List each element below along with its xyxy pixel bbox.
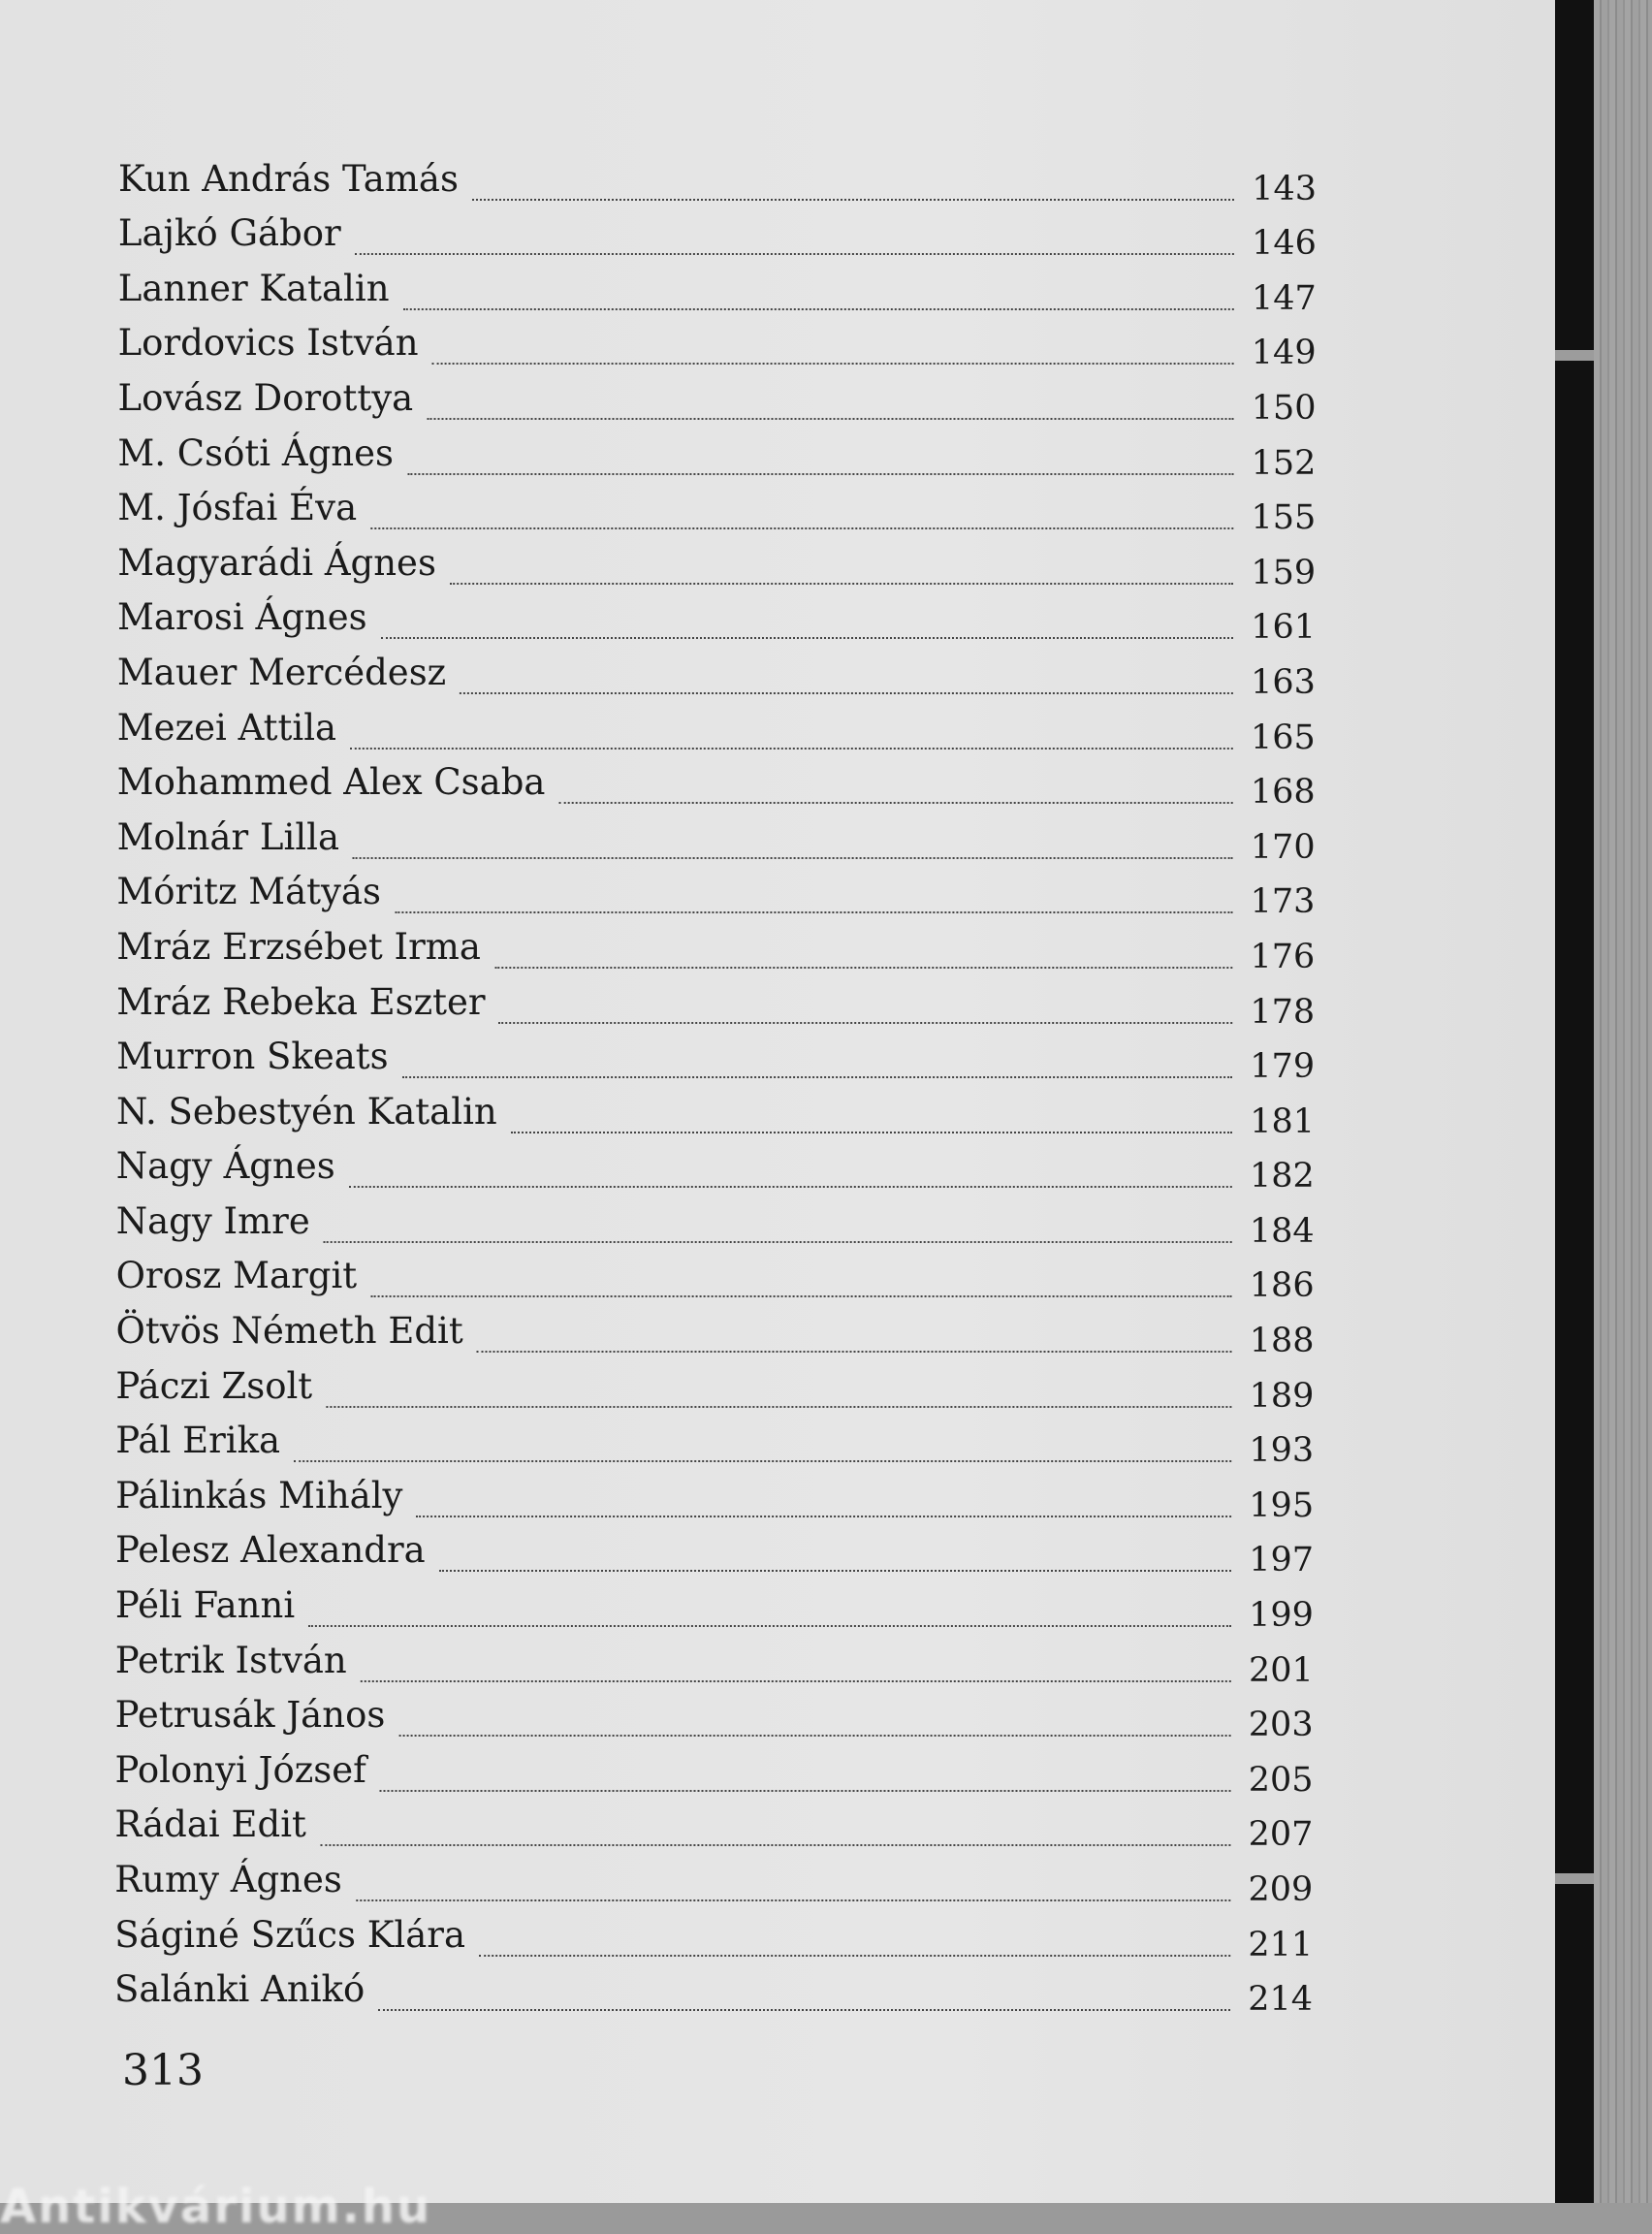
toc-entry [116, 1020, 1316, 1087]
entry-page: 203 [1248, 1706, 1314, 1745]
entry-name: Nagy Imre [115, 1199, 310, 1242]
entry-name: Ságiné Szűcs Klára [114, 1913, 466, 1956]
entry-name: Rádai Edit [114, 1803, 306, 1846]
entry-page: 186 [1249, 1266, 1315, 1306]
entry-name: Salánki Anikó [114, 1968, 365, 2011]
spine-band [1555, 1873, 1594, 1884]
entry-name: Móritz Mátyás [116, 871, 381, 913]
entry-page: 165 [1250, 718, 1316, 757]
toc-entry [115, 1239, 1315, 1306]
toc-entry [118, 142, 1317, 208]
toc-entry [115, 1130, 1315, 1197]
entry-page: 211 [1248, 1925, 1314, 1964]
entry-name: Mauer Mercédesz [116, 651, 447, 693]
toc-entry [114, 1568, 1314, 1636]
entry-name: N. Sebestyén Katalin [116, 1090, 497, 1133]
entry-page: 178 [1250, 992, 1316, 1032]
toc-entry [116, 965, 1316, 1032]
toc-entry [115, 1184, 1315, 1251]
entry-page: 146 [1252, 224, 1317, 264]
entry-name: Mezei Attila [116, 706, 337, 749]
entry-name: Molnár Lilla [116, 815, 340, 858]
toc-entry [115, 1514, 1314, 1580]
toc-entry [116, 855, 1316, 922]
entry-page: 207 [1248, 1815, 1314, 1855]
entry-name: Pál Erika [115, 1420, 281, 1462]
entry-name: Kun András Tamás [118, 157, 459, 200]
book-spine [1555, 0, 1594, 2203]
entry-name: M. Jósfai Éva [117, 487, 358, 529]
entry-name: Ötvös Németh Edit [115, 1310, 463, 1353]
entry-page: 152 [1251, 443, 1317, 483]
entry-page: 161 [1251, 608, 1316, 648]
entry-name: Pálinkás Mihály [115, 1474, 403, 1516]
toc-entry [115, 1458, 1315, 1525]
entry-page: 181 [1250, 1101, 1315, 1141]
toc-entry [114, 1678, 1314, 1745]
entry-name: Páczi Zsolt [115, 1364, 313, 1407]
entry-name: Polonyi József [114, 1748, 366, 1791]
entry-page: 159 [1251, 553, 1317, 592]
table-of-contents [114, 142, 1317, 2020]
toc-entry [116, 910, 1316, 976]
entry-name: Nagy Ágnes [115, 1145, 335, 1188]
toc-entry [114, 1898, 1314, 1964]
entry-page: 199 [1249, 1596, 1314, 1636]
entry-name: Marosi Ágnes [117, 596, 367, 639]
toc-entry [116, 690, 1316, 757]
toc-entry [114, 1733, 1314, 1800]
toc-entry [114, 1623, 1314, 1690]
entry-page: 188 [1249, 1322, 1315, 1361]
entry-page: 150 [1251, 388, 1317, 428]
entry-page: 168 [1250, 773, 1316, 813]
entry-page: 189 [1249, 1376, 1315, 1416]
entry-page: 179 [1250, 1047, 1316, 1087]
entry-page: 176 [1250, 937, 1316, 976]
toc-entry [115, 1293, 1315, 1361]
entry-name: M. Csóti Ágnes [117, 431, 394, 474]
entry-page: 182 [1249, 1157, 1315, 1197]
page-number: 313 [122, 2046, 204, 2095]
entry-name: Lajkó Gábor [117, 212, 341, 255]
entry-name: Lanner Katalin [117, 267, 390, 309]
entry-name: Petrusák János [114, 1694, 386, 1737]
toc-entry [115, 1349, 1315, 1416]
entry-page: 163 [1251, 662, 1316, 702]
entry-name: Petrik István [114, 1639, 347, 1681]
entry-page: 209 [1248, 1870, 1314, 1909]
toc-entry [117, 197, 1317, 264]
entry-page: 155 [1251, 498, 1317, 538]
entry-name: Rumy Ágnes [114, 1859, 342, 1900]
entry-name: Murron Skeats [116, 1036, 389, 1078]
toc-entry [117, 251, 1317, 318]
entry-page: 149 [1251, 334, 1317, 373]
entry-page: 214 [1248, 1980, 1313, 2020]
toc-entry [116, 746, 1316, 813]
toc-entry [114, 1788, 1314, 1855]
entry-name: Péli Fanni [114, 1584, 296, 1627]
entry-name: Pelesz Alexandra [115, 1529, 426, 1572]
toc-entry [116, 1074, 1315, 1141]
dot-leader [378, 2009, 1230, 2011]
entry-name: Mráz Erzsébet Irma [116, 925, 481, 968]
watermark: Antikvárium.hu [0, 2180, 432, 2234]
entry-page: 195 [1249, 1485, 1315, 1525]
entry-page: 205 [1248, 1760, 1314, 1800]
toc-entry [117, 416, 1317, 483]
entry-name: Mráz Rebeka Eszter [116, 980, 486, 1023]
toc-entry [116, 800, 1316, 867]
entry-page: 184 [1249, 1211, 1315, 1251]
entry-page: 173 [1250, 882, 1316, 922]
toc-entry [117, 361, 1317, 428]
wood-background [1594, 0, 1652, 2203]
entry-page: 147 [1251, 278, 1317, 318]
entry-name: Magyarádi Ágnes [117, 541, 436, 584]
spine-band [1555, 350, 1594, 361]
toc-entry [114, 1953, 1313, 2020]
entry-page: 201 [1248, 1650, 1314, 1690]
toc-entry [115, 1404, 1315, 1471]
toc-entry [116, 635, 1316, 702]
entry-page: 143 [1252, 169, 1317, 208]
entry-name: Mohammed Alex Csaba [116, 761, 546, 804]
entry-name: Lordovics István [117, 322, 419, 365]
toc-entry [114, 1842, 1314, 1909]
entry-page: 170 [1250, 827, 1316, 867]
entry-page: 193 [1249, 1431, 1315, 1471]
toc-entry [117, 306, 1317, 373]
toc-entry [117, 526, 1317, 592]
toc-entry [117, 581, 1316, 648]
entry-name: Orosz Margit [115, 1255, 358, 1297]
entry-name: Lovász Dorottya [117, 376, 414, 419]
toc-entry [117, 471, 1317, 538]
entry-page: 197 [1249, 1541, 1314, 1580]
